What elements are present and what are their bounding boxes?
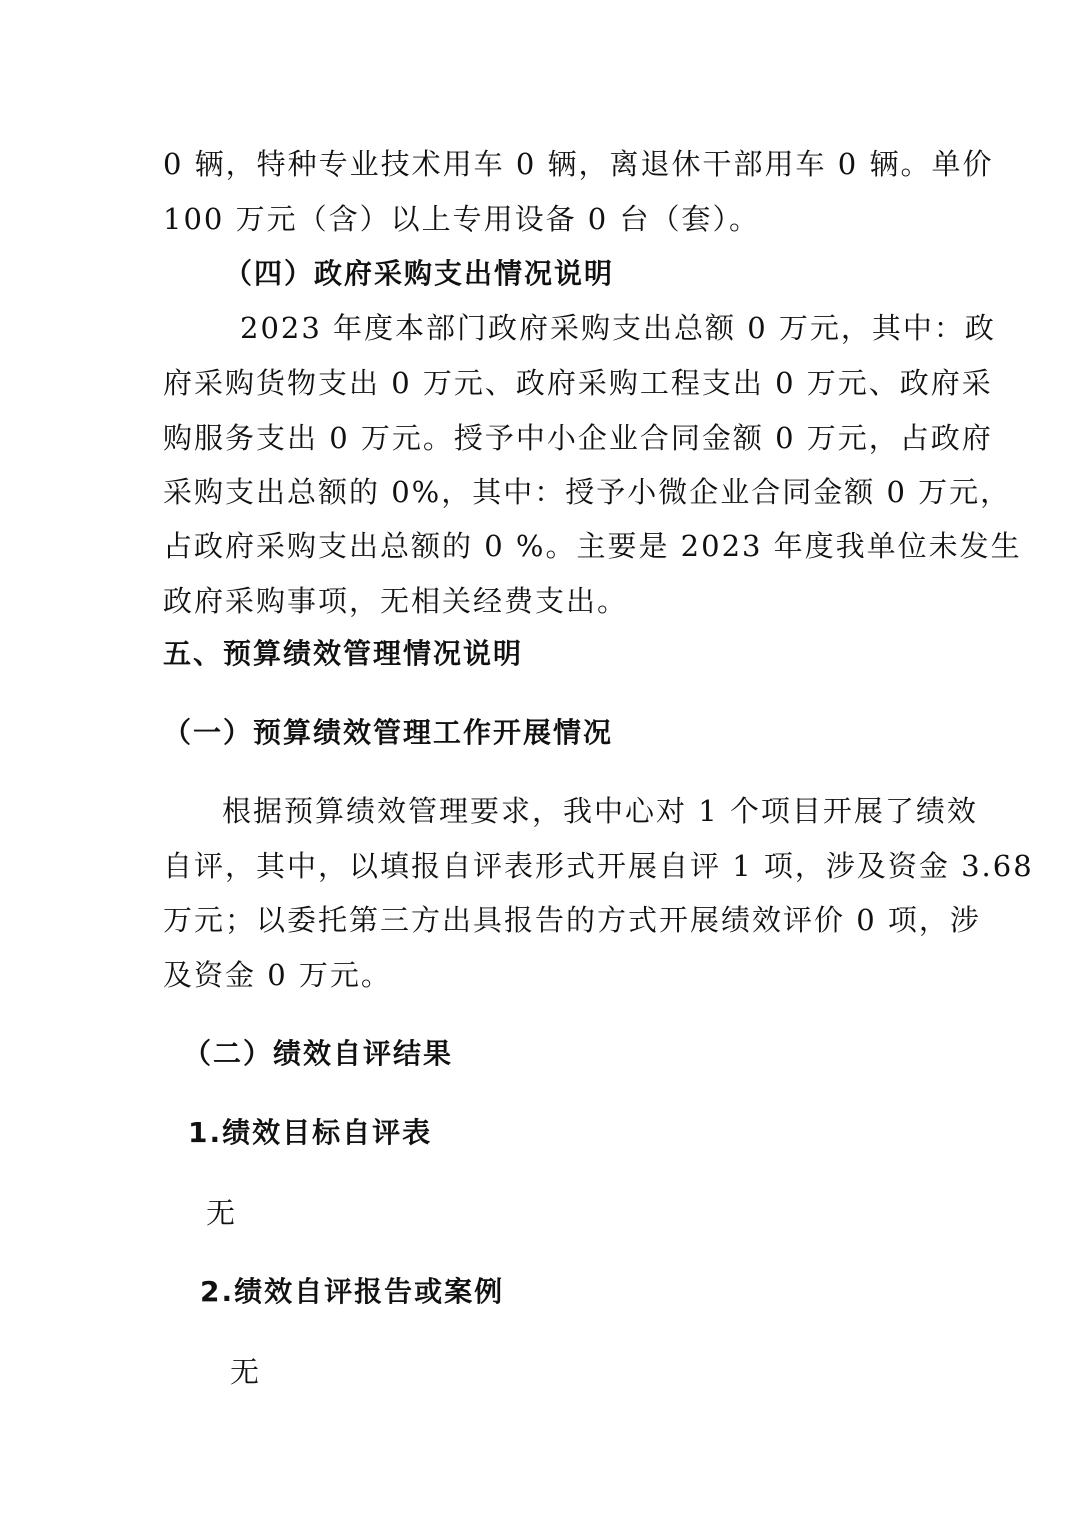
section5-sub2-heading: （二）绩效自评结果 <box>183 1037 454 1070</box>
procurement-line-5: 占政府采购支出总额的 0 %。主要是 2023 年度我单位未发生 <box>163 529 1022 563</box>
item1-content: 无 <box>206 1196 238 1230</box>
procurement-line-3: 购服务支出 0 万元。授予中小企业合同金额 0 万元，占政府 <box>163 421 993 455</box>
item1-heading: 1.绩效目标自评表 <box>188 1116 433 1149</box>
procurement-heading: （四）政府采购支出情况说明 <box>224 257 615 290</box>
item2-content: 无 <box>230 1355 262 1389</box>
procurement-line-1: 2023 年度本部门政府采购支出总额 0 万元，其中：政 <box>240 311 996 345</box>
sub1-line-4: 及资金 0 万元。 <box>163 958 392 992</box>
item2-heading: 2.绩效自评报告或案例 <box>200 1275 505 1308</box>
procurement-line-2: 府采购货物支出 0 万元、政府采购工程支出 0 万元、政府采 <box>163 366 993 400</box>
sub1-line-3: 万元；以委托第三方出具报告的方式开展绩效评价 0 项，涉 <box>163 903 981 937</box>
procurement-line-4: 采购支出总额的 0%，其中：授予小微企业合同金额 0 万元， <box>163 475 1012 509</box>
sub1-line-1: 根据预算绩效管理要求，我中心对 1 个项目开展了绩效 <box>222 794 978 828</box>
sub1-line-2: 自评，其中，以填报自评表形式开展自评 1 项，涉及资金 3.68 <box>163 849 1034 883</box>
procurement-line-6: 政府采购事项，无相关经费支出。 <box>163 584 629 618</box>
vehicles-line-2: 100 万元（含）以上专用设备 0 台（套）。 <box>163 202 760 236</box>
section5-heading: 五、预算绩效管理情况说明 <box>163 637 524 670</box>
vehicles-line-1: 0 辆，特种专业技术用车 0 辆，离退休干部用车 0 辆。单价 <box>163 147 994 181</box>
section5-sub1-heading: （一）预算绩效管理工作开展情况 <box>163 716 614 749</box>
